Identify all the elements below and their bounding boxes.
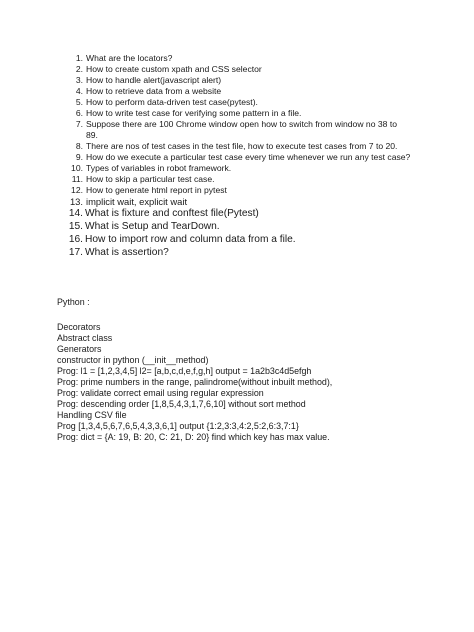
python-topic: constructor in python (__init__method) [57,355,209,365]
question-text: How to perform data-driven test case(pytest). [86,97,258,107]
question-text: How to create custom xpath and CSS selector [86,64,262,74]
question-text-continued: 89. [86,130,98,140]
question-number: 3. [75,75,83,85]
question-number: 2. [75,64,83,74]
question-number: 13. [69,196,83,207]
python-topic: Prog: descending order [1,8,5,4,3,1,7,6,10] without sort method [57,399,306,409]
python-heading: Python : [57,297,90,307]
question-text: What are the locators? [86,53,173,63]
python-topic: Prog: prime numbers in the range, palindrome(without inbuilt method), [57,377,333,387]
question-text: How to write test case for verifying some pattern in a file. [86,108,302,118]
python-topic: Prog: l1 = [1,2,3,4,5] l2= [a,b,c,d,e,f,g,h] output = 1a2b3c4d5efgh [57,366,312,376]
question-text: Suppose there are 100 Chrome window open how to switch from window no 38 to [86,119,397,129]
question-number: 7. [75,119,83,129]
question-text: How to generate html report in pytest [86,185,227,195]
question-text: What is fixture and conftest file(Pytest) [85,208,259,219]
question-text: implicit wait, explicit wait [86,196,188,207]
python-topic: Prog: dict = {A: 19, B: 20, C: 21, D: 20} find which key has max value. [57,432,330,442]
python-topic: Generators [57,344,102,354]
python-topic: Handling CSV file [57,410,127,420]
question-number: 10. [71,163,83,173]
question-number: 4. [75,86,83,96]
question-number: 9. [75,152,83,162]
question-text: How to import row and column data from a file. [85,234,296,245]
question-number: 12. [71,185,83,195]
question-text: How to retrieve data from a website [86,86,222,96]
question-number: 5. [75,97,83,107]
question-number: 15. [68,221,83,232]
question-text: How do we execute a particular test case every time whenever we run any test case? [86,152,411,162]
python-topic: Decorators [57,322,101,332]
question-number: 8. [75,141,83,151]
question-text: There are nos of test cases in the test file, how to execute test cases from 7 to 20. [86,141,398,151]
question-text: Types of variables in robot framework. [86,163,232,173]
python-topic: Abstract class [57,333,113,343]
question-text: How to skip a particular test case. [86,174,215,184]
question-text: What is assertion? [85,247,169,258]
question-text: What is Setup and TearDown. [85,221,220,232]
question-number: 6. [75,108,83,118]
question-number: 11. [71,174,83,184]
question-number: 16. [68,234,83,245]
question-number: 14. [68,208,83,219]
python-topic: Prog [1,3,4,5,6,7,6,5,4,3,3,6,1] output {1:2,3:3,4:2,5:2,6:3,7:1} [57,421,299,431]
python-topic: Prog: validate correct email using regular expression [57,388,264,398]
question-number: 1. [75,53,83,63]
question-number: 17. [68,247,83,258]
question-text: How to handle alert(javascript alert) [86,75,222,85]
